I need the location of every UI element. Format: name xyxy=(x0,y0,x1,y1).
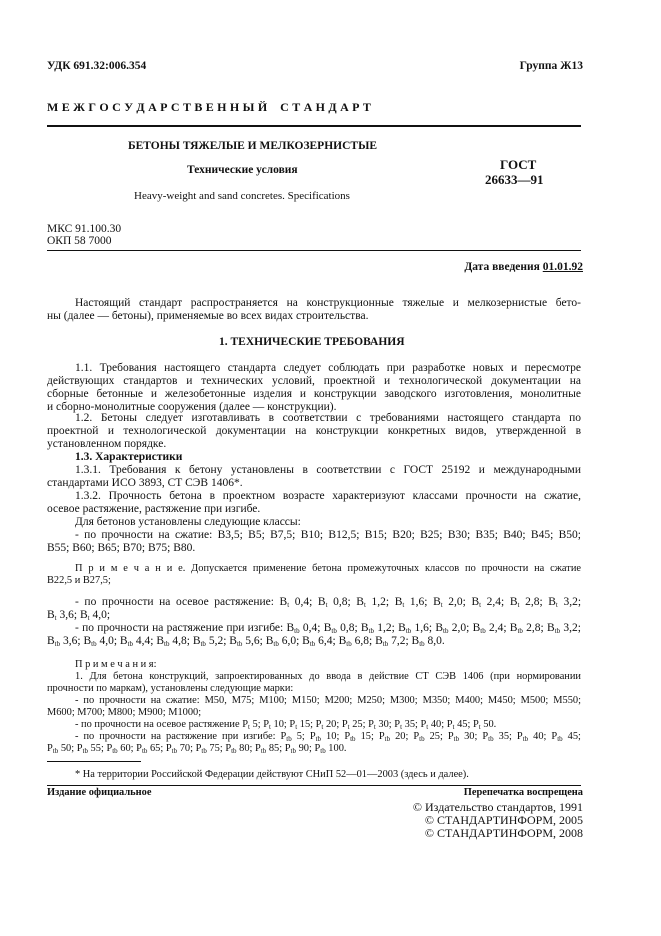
notes-line: прочности по маркам), установлены следующие марки: xyxy=(47,683,294,694)
class-letter: P xyxy=(136,743,142,754)
class-subscript: tb xyxy=(200,640,206,648)
class-subscript: tb xyxy=(346,640,352,648)
class-letter: P xyxy=(446,719,453,730)
class-subscript: tb xyxy=(419,640,425,648)
class-value: 2,8; xyxy=(519,596,549,608)
class-subscript: tb xyxy=(82,747,88,755)
class-value: 6,0; xyxy=(278,635,303,647)
class-letter: P xyxy=(284,743,291,754)
class-value: 8,0. xyxy=(424,635,445,647)
marks-bending-line xyxy=(47,743,346,755)
class-value: 0,8; xyxy=(336,622,361,634)
class-value: 45; xyxy=(454,719,473,730)
class-subscript: t xyxy=(555,601,558,609)
class-subscript: tb xyxy=(201,747,207,755)
class-letter: B xyxy=(317,596,326,608)
class-value: 5; xyxy=(249,719,264,730)
class-letter: P xyxy=(106,743,113,754)
class-list-line: В55; В60; В65; В70; В75; В80. xyxy=(47,542,196,554)
class-letter: P xyxy=(344,731,351,742)
class-subscript: t xyxy=(347,723,350,731)
class-value: 50. xyxy=(480,719,497,730)
para-line: 1.1. Требования настоящего стандарта следует соблюдать при разработке новых и пересмотре xyxy=(75,362,581,374)
para-line: и сборно-монолитные сооружения (далее — конструкции). xyxy=(47,401,337,413)
list-prefix: - по прочности на растяжение при изгибе: xyxy=(75,731,281,742)
class-subscript: tb xyxy=(260,747,267,755)
class-letter: P xyxy=(341,719,348,730)
class-subscript: tb xyxy=(236,640,243,648)
class-value: 30; xyxy=(375,719,395,730)
class-value: 3,6; xyxy=(60,635,84,647)
class-value: 45; xyxy=(562,731,581,742)
class-value: 6,4; xyxy=(315,635,339,647)
para-line: 1.2. Бетоны следует изготавливать в соответствии с требованиями настоящего стандарта по xyxy=(75,412,581,424)
notes-line: 1. Для бетона конструкций, запроектированных до ввода в действие СТ СЭВ 1406 (при нормировании xyxy=(75,671,581,682)
class-letter: P xyxy=(195,743,202,754)
class-subscript: tb xyxy=(52,747,59,755)
class-letter: P xyxy=(551,731,558,742)
class-subscript: t xyxy=(440,601,443,609)
class-letter: P xyxy=(314,743,321,754)
okp-code: ОКП 58 7000 xyxy=(47,235,112,247)
class-letter: P xyxy=(309,731,316,742)
class-letter: P xyxy=(255,743,261,754)
para-line: стандартами ИСО 3893, СТ СЭВ 1406*. xyxy=(47,477,243,489)
class-value: 3,2; xyxy=(560,622,581,634)
marks-axial-line xyxy=(75,719,496,731)
class-value: 40; xyxy=(528,731,552,742)
footer-rule xyxy=(47,785,581,786)
para-line: 1.3.2. Прочность бетона в проектном возрасте характеризуют классами прочности на сжатие, xyxy=(75,490,581,502)
class-letter: B xyxy=(471,596,480,608)
class-letter: B xyxy=(360,622,369,634)
class-letter: B xyxy=(509,596,518,608)
class-letter: B xyxy=(338,635,347,647)
standard-banner: М Е Ж Г О С У Д А Р С Т В Е Н Н Ы Й С Т А Н Д А Р Т xyxy=(47,100,372,114)
doc-title: БЕТОНЫ ТЯЖЕЛЫЕ И МЕЛКОЗЕРНИСТЫЕ xyxy=(128,140,378,152)
class-value: 0,8; xyxy=(327,596,357,608)
copyright-line: © СТАНДАРТИНФОРМ, 2005 xyxy=(424,813,583,827)
class-letter: P xyxy=(472,719,479,730)
class-subscript: tb xyxy=(384,735,391,743)
class-subscript: tb xyxy=(517,627,523,635)
class-value: 60; xyxy=(117,743,137,754)
note-line: В22,5 и В27,5; xyxy=(47,575,111,586)
class-subscript: t xyxy=(287,601,290,609)
axial-class-line xyxy=(47,609,110,622)
class-value: 3,6; xyxy=(56,609,80,621)
doc-english-title: Heavy-weight and sand concretes. Specifications xyxy=(134,190,350,202)
footnote: * На территории Российской Федерации действуют СНиП 52—01—2003 (здесь и далее). xyxy=(75,769,469,780)
class-value: 90; xyxy=(295,743,315,754)
class-letter: P xyxy=(447,731,454,742)
class-value: 1,2; xyxy=(365,596,395,608)
class-letter: P xyxy=(76,743,83,754)
class-subscript: t xyxy=(321,723,324,731)
class-letter: B xyxy=(265,635,274,647)
bending-class-line xyxy=(75,622,581,635)
class-subscript: tb xyxy=(231,747,237,755)
class-subscript: tb xyxy=(127,640,134,648)
class-value: 50; xyxy=(58,743,77,754)
class-letter: B xyxy=(548,596,556,608)
class-subscript: t xyxy=(247,723,250,731)
class-letter: B xyxy=(433,596,441,608)
class-subscript: tb xyxy=(382,640,389,648)
copyright-line: © Издательство стандартов, 1991 xyxy=(412,800,583,814)
class-letter: B xyxy=(435,622,444,634)
footnote-rule xyxy=(47,761,141,762)
class-subscript: t xyxy=(478,723,481,731)
class-value: 10; xyxy=(270,719,290,730)
class-subscript: t xyxy=(54,614,57,622)
gost-label: ГОСТ xyxy=(500,157,537,172)
para-line: проектной и технологической документации на конструкции конкретных видов, утвержденной в xyxy=(47,425,581,437)
class-value: 4,0; xyxy=(96,635,120,647)
class-value: 4,4; xyxy=(133,635,157,647)
class-letter: B xyxy=(394,596,403,608)
marks-bending-line xyxy=(75,731,581,743)
class-value: 40; xyxy=(428,719,447,730)
class-subscript: tb xyxy=(112,747,118,755)
class-value: 20; xyxy=(323,719,342,730)
class-value: 7,2; xyxy=(388,635,412,647)
list-prefix: - по прочности на осевое растяжение xyxy=(75,719,243,730)
class-subscript: tb xyxy=(480,627,486,635)
class-letter: B xyxy=(509,622,518,634)
class-subscript: tb xyxy=(91,640,97,648)
copyright-line: © СТАНДАРТИНФОРМ, 2008 xyxy=(424,826,583,840)
class-subscript: t xyxy=(268,723,271,731)
class-letter: B xyxy=(375,635,383,647)
class-subscript: tb xyxy=(315,735,322,743)
axial-class-line xyxy=(75,596,581,609)
class-value: 5,2; xyxy=(205,635,230,647)
class-value: 1,2; xyxy=(374,622,399,634)
class-subscript: t xyxy=(373,723,376,731)
class-value: 100. xyxy=(325,743,347,754)
class-letter: B xyxy=(286,622,295,634)
class-letter: P xyxy=(516,731,523,742)
class-subscript: t xyxy=(295,723,298,731)
intro-para-line: Настоящий стандарт распространяется на конструкционные тяжелые и мелкозернистые бето- xyxy=(75,297,581,309)
doc-subtitle: Технические условия xyxy=(187,164,298,176)
para-line: 1.3.1. Требования к бетону установлены в соответствии с ГОСТ 25192 и международными xyxy=(75,464,581,476)
class-subscript: tb xyxy=(368,627,375,635)
class-subscript: tb xyxy=(286,735,292,743)
class-value: 3,2; xyxy=(557,596,582,608)
class-value: 5; xyxy=(291,731,310,742)
class-letter: P xyxy=(280,731,287,742)
class-subscript: t xyxy=(426,723,429,731)
class-value: 0,4; xyxy=(299,622,324,634)
class-value: 35; xyxy=(493,731,517,742)
class-letter: P xyxy=(225,743,232,754)
class-subscript: t xyxy=(452,723,455,731)
class-subscript: tb xyxy=(164,640,170,648)
class-letter: B xyxy=(47,609,55,621)
intro-date-value: 01.01.92 xyxy=(542,261,583,273)
class-letter: P xyxy=(482,731,489,742)
para-line: сборные бетонные и железобетонные изделия и конструкции заводского изготовления, монолитные xyxy=(47,388,581,400)
class-subscript: tb xyxy=(331,627,337,635)
class-letter: B xyxy=(547,622,555,634)
intro-date-label: Дата введения xyxy=(464,261,540,273)
mks-code: МКС 91.100.30 xyxy=(47,223,122,235)
class-subscript: tb xyxy=(294,627,300,635)
class-value: 80; xyxy=(236,743,256,754)
class-subscript: tb xyxy=(405,627,412,635)
para-line: Для бетонов установлены следующие классы: xyxy=(75,516,301,528)
class-subscript: tb xyxy=(54,640,61,648)
class-list-line: - по прочности на сжатие: В3,5; В5; В7,5; В10; В12,5; В15; В20; В25; В30; В35; В40; В45; В50; xyxy=(75,529,581,541)
class-value: 85; xyxy=(266,743,285,754)
class-letter: P xyxy=(165,743,172,754)
class-value: 20; xyxy=(390,731,414,742)
note-line: П р и м е ч а н и е. Допускается применение бетона промежуточных классов по прочности на сжатие xyxy=(75,563,581,574)
section-heading: 1. ТЕХНИЧЕСКИЕ ТРЕБОВАНИЯ xyxy=(219,336,405,348)
intro-para-line: ны (далее — бетоны), применяемые во всех видах строительства. xyxy=(47,310,369,322)
reprint-notice: Перепечатка воспрещена xyxy=(463,787,583,798)
class-subscript: t xyxy=(363,601,366,609)
class-letter: P xyxy=(378,731,385,742)
gost-number: 26633—91 xyxy=(485,172,544,187)
class-subscript: tb xyxy=(309,640,316,648)
class-letter: B xyxy=(119,635,128,647)
class-subscript: t xyxy=(400,723,403,731)
class-value: 25; xyxy=(424,731,448,742)
para-line: осевое растяжение, растяжение при изгибе. xyxy=(47,503,261,515)
class-value: 65; xyxy=(147,743,166,754)
class-value: 2,0; xyxy=(442,596,472,608)
group-code: Группа Ж13 xyxy=(519,60,583,72)
class-letter: B xyxy=(411,635,420,647)
subsection-heading: 1.3. Характеристики xyxy=(75,451,183,463)
class-value: 35; xyxy=(402,719,421,730)
class-value: 75; xyxy=(206,743,226,754)
class-subscript: tb xyxy=(443,627,449,635)
class-letter: B xyxy=(279,596,288,608)
class-subscript: t xyxy=(479,601,482,609)
class-letter: B xyxy=(156,635,165,647)
note-label: П р и м е ч а н и е. xyxy=(75,563,186,574)
class-value: 70; xyxy=(177,743,196,754)
class-value: 4,0; xyxy=(89,609,111,621)
class-value: 1,6; xyxy=(404,596,434,608)
class-subscript: t xyxy=(517,601,520,609)
class-letter: P xyxy=(420,719,427,730)
class-subscript: tb xyxy=(453,735,460,743)
class-letter: P xyxy=(242,719,248,730)
class-letter: P xyxy=(289,719,296,730)
class-value: 30; xyxy=(459,731,483,742)
class-letter: B xyxy=(472,622,481,634)
class-subscript: tb xyxy=(320,747,326,755)
udk-code: УДК 691.32:006.354 xyxy=(47,60,147,72)
class-value: 55; xyxy=(87,743,107,754)
header-rule xyxy=(47,125,581,127)
class-value: 1,6; xyxy=(411,622,436,634)
class-value: 25; xyxy=(349,719,369,730)
marks-line: - по прочности на сжатие: М50, М75; М100; М150; М200; М250; М300; М350; М400; М450; М500; М550; xyxy=(75,695,581,706)
class-value: 15; xyxy=(355,731,379,742)
class-value: 5,6; xyxy=(242,635,266,647)
class-letter: B xyxy=(302,635,310,647)
class-value: 15; xyxy=(297,719,316,730)
class-letter: B xyxy=(356,596,364,608)
class-subscript: tb xyxy=(488,735,494,743)
class-letter: B xyxy=(83,635,92,647)
official-edition: Издание официальное xyxy=(47,787,152,798)
class-value: 2,4; xyxy=(485,622,510,634)
class-letter: B xyxy=(398,622,406,634)
class-subscript: tb xyxy=(554,627,561,635)
para-line: действующих стандартов и технических условий, проектной и технологической документации на xyxy=(47,375,581,387)
list-prefix: - по прочности на растяжение при изгибе: xyxy=(75,622,287,634)
bending-class-line xyxy=(47,635,445,648)
class-subscript: tb xyxy=(350,735,356,743)
class-letter: B xyxy=(323,622,332,634)
class-value: 10; xyxy=(321,731,345,742)
class-letter: P xyxy=(315,719,322,730)
class-value: 4,8; xyxy=(169,635,193,647)
para-line: установленном порядке. xyxy=(47,438,167,450)
notes-label: П р и м е ч а н и я: xyxy=(75,659,157,670)
class-letter: B xyxy=(229,635,237,647)
class-letter: P xyxy=(368,719,374,730)
class-subscript: tb xyxy=(290,747,296,755)
class-value: 6,8; xyxy=(351,635,376,647)
intro-date xyxy=(464,261,583,274)
class-subscript: t xyxy=(325,601,328,609)
class-subscript: tb xyxy=(557,735,563,743)
class-value: 2,8; xyxy=(522,622,548,634)
class-letter: B xyxy=(47,635,55,647)
class-value: 2,0; xyxy=(448,622,473,634)
class-letter: P xyxy=(263,719,269,730)
class-subscript: tb xyxy=(522,735,529,743)
class-subscript: t xyxy=(402,601,405,609)
class-subscript: tb xyxy=(141,747,148,755)
list-prefix: - по прочности на осевое растяжение: xyxy=(75,596,280,608)
class-letter: P xyxy=(394,719,401,730)
marks-line: М600; М700; М800; М900; М1000; xyxy=(47,707,202,718)
codes-rule xyxy=(47,250,581,251)
class-letter: P xyxy=(413,731,420,742)
class-subscript: tb xyxy=(171,747,178,755)
class-letter: P xyxy=(47,743,53,754)
class-value: 2,4; xyxy=(481,596,510,608)
class-subscript: tb xyxy=(273,640,279,648)
class-value: 0,4; xyxy=(289,596,318,608)
class-subscript: t xyxy=(87,614,90,622)
class-letter: B xyxy=(79,609,88,621)
class-letter: B xyxy=(192,635,201,647)
class-subscript: tb xyxy=(419,735,425,743)
